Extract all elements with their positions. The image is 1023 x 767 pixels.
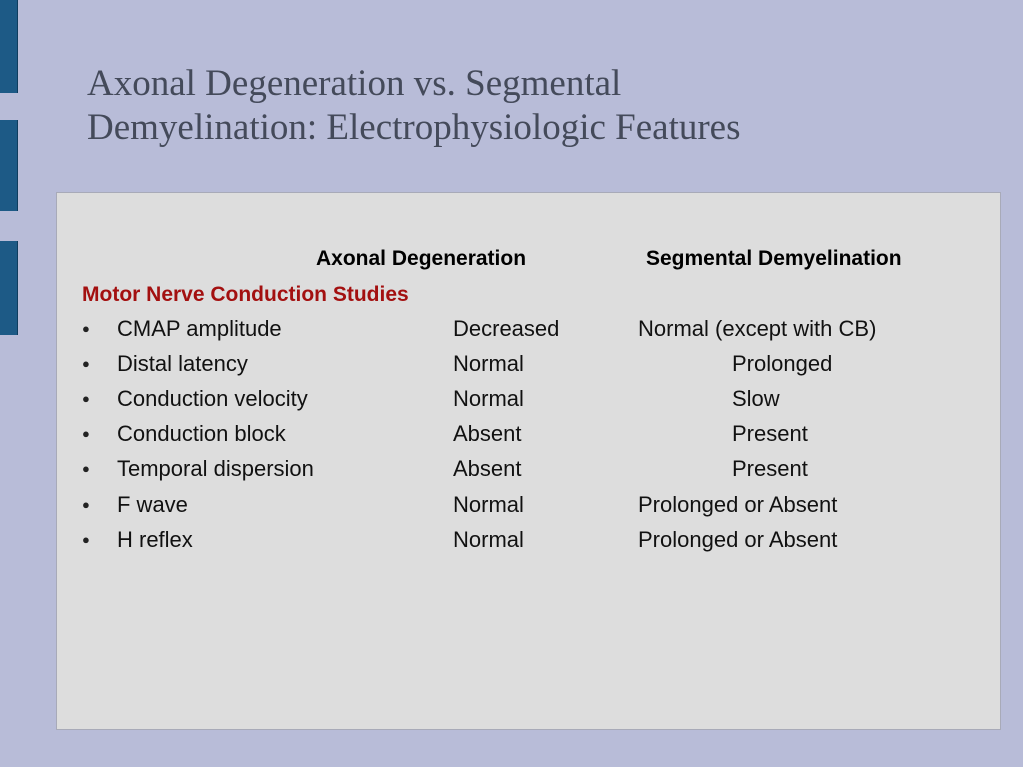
row-feature: F wave bbox=[117, 492, 188, 517]
table-row bbox=[0, 384, 1000, 414]
row-feature: H reflex bbox=[117, 527, 193, 552]
slide-title bbox=[87, 62, 741, 150]
section-heading: Motor Nerve Conduction Studies bbox=[82, 283, 409, 306]
bullet-icon: ● bbox=[82, 356, 90, 371]
bullet-icon: ● bbox=[82, 532, 90, 547]
row-feature: Conduction velocity bbox=[117, 386, 308, 411]
table-row bbox=[0, 490, 1000, 520]
row-feature: CMAP amplitude bbox=[117, 316, 282, 341]
table-row bbox=[0, 314, 1000, 344]
bullet-icon: ● bbox=[82, 497, 90, 512]
column-header-axonal: Axonal Degeneration bbox=[316, 247, 527, 270]
table-row bbox=[0, 349, 1000, 379]
row-feature: Conduction block bbox=[117, 421, 286, 446]
row-axonal-value: Decreased bbox=[453, 316, 560, 341]
bullet-icon: ● bbox=[82, 426, 90, 441]
row-axonal-value: Absent bbox=[453, 421, 522, 446]
slide-title-line-1: Axonal Degeneration vs. Segmental bbox=[87, 63, 622, 104]
row-segmental-value: Prolonged or Absent bbox=[638, 527, 838, 552]
row-segmental-value: Prolonged bbox=[732, 351, 833, 376]
row-axonal-value: Normal bbox=[453, 351, 524, 376]
column-header-segmental: Segmental Demyelination bbox=[646, 247, 902, 270]
accent-bar-top bbox=[0, 0, 18, 93]
row-axonal-value: Normal bbox=[453, 527, 524, 552]
table-row bbox=[0, 419, 1000, 449]
row-axonal-value: Normal bbox=[453, 492, 524, 517]
row-segmental-value: Prolonged or Absent bbox=[638, 492, 838, 517]
row-axonal-value: Normal bbox=[453, 386, 524, 411]
bullet-icon: ● bbox=[82, 391, 90, 406]
row-segmental-value: Present bbox=[732, 456, 808, 481]
row-feature: Temporal dispersion bbox=[117, 456, 314, 481]
row-feature: Distal latency bbox=[117, 351, 248, 376]
row-segmental-value: Normal (except with CB) bbox=[638, 316, 877, 341]
bullet-icon: ● bbox=[82, 321, 90, 336]
row-segmental-value: Slow bbox=[732, 386, 780, 411]
row-axonal-value: Absent bbox=[453, 456, 522, 481]
bullet-icon: ● bbox=[82, 461, 90, 476]
table-row bbox=[0, 525, 1000, 555]
accent-bar-middle bbox=[0, 120, 18, 211]
row-segmental-value: Present bbox=[732, 421, 808, 446]
slide-title-line-2: Demyelination: Electrophysiologic Features bbox=[87, 107, 741, 148]
table-row bbox=[0, 454, 1000, 484]
